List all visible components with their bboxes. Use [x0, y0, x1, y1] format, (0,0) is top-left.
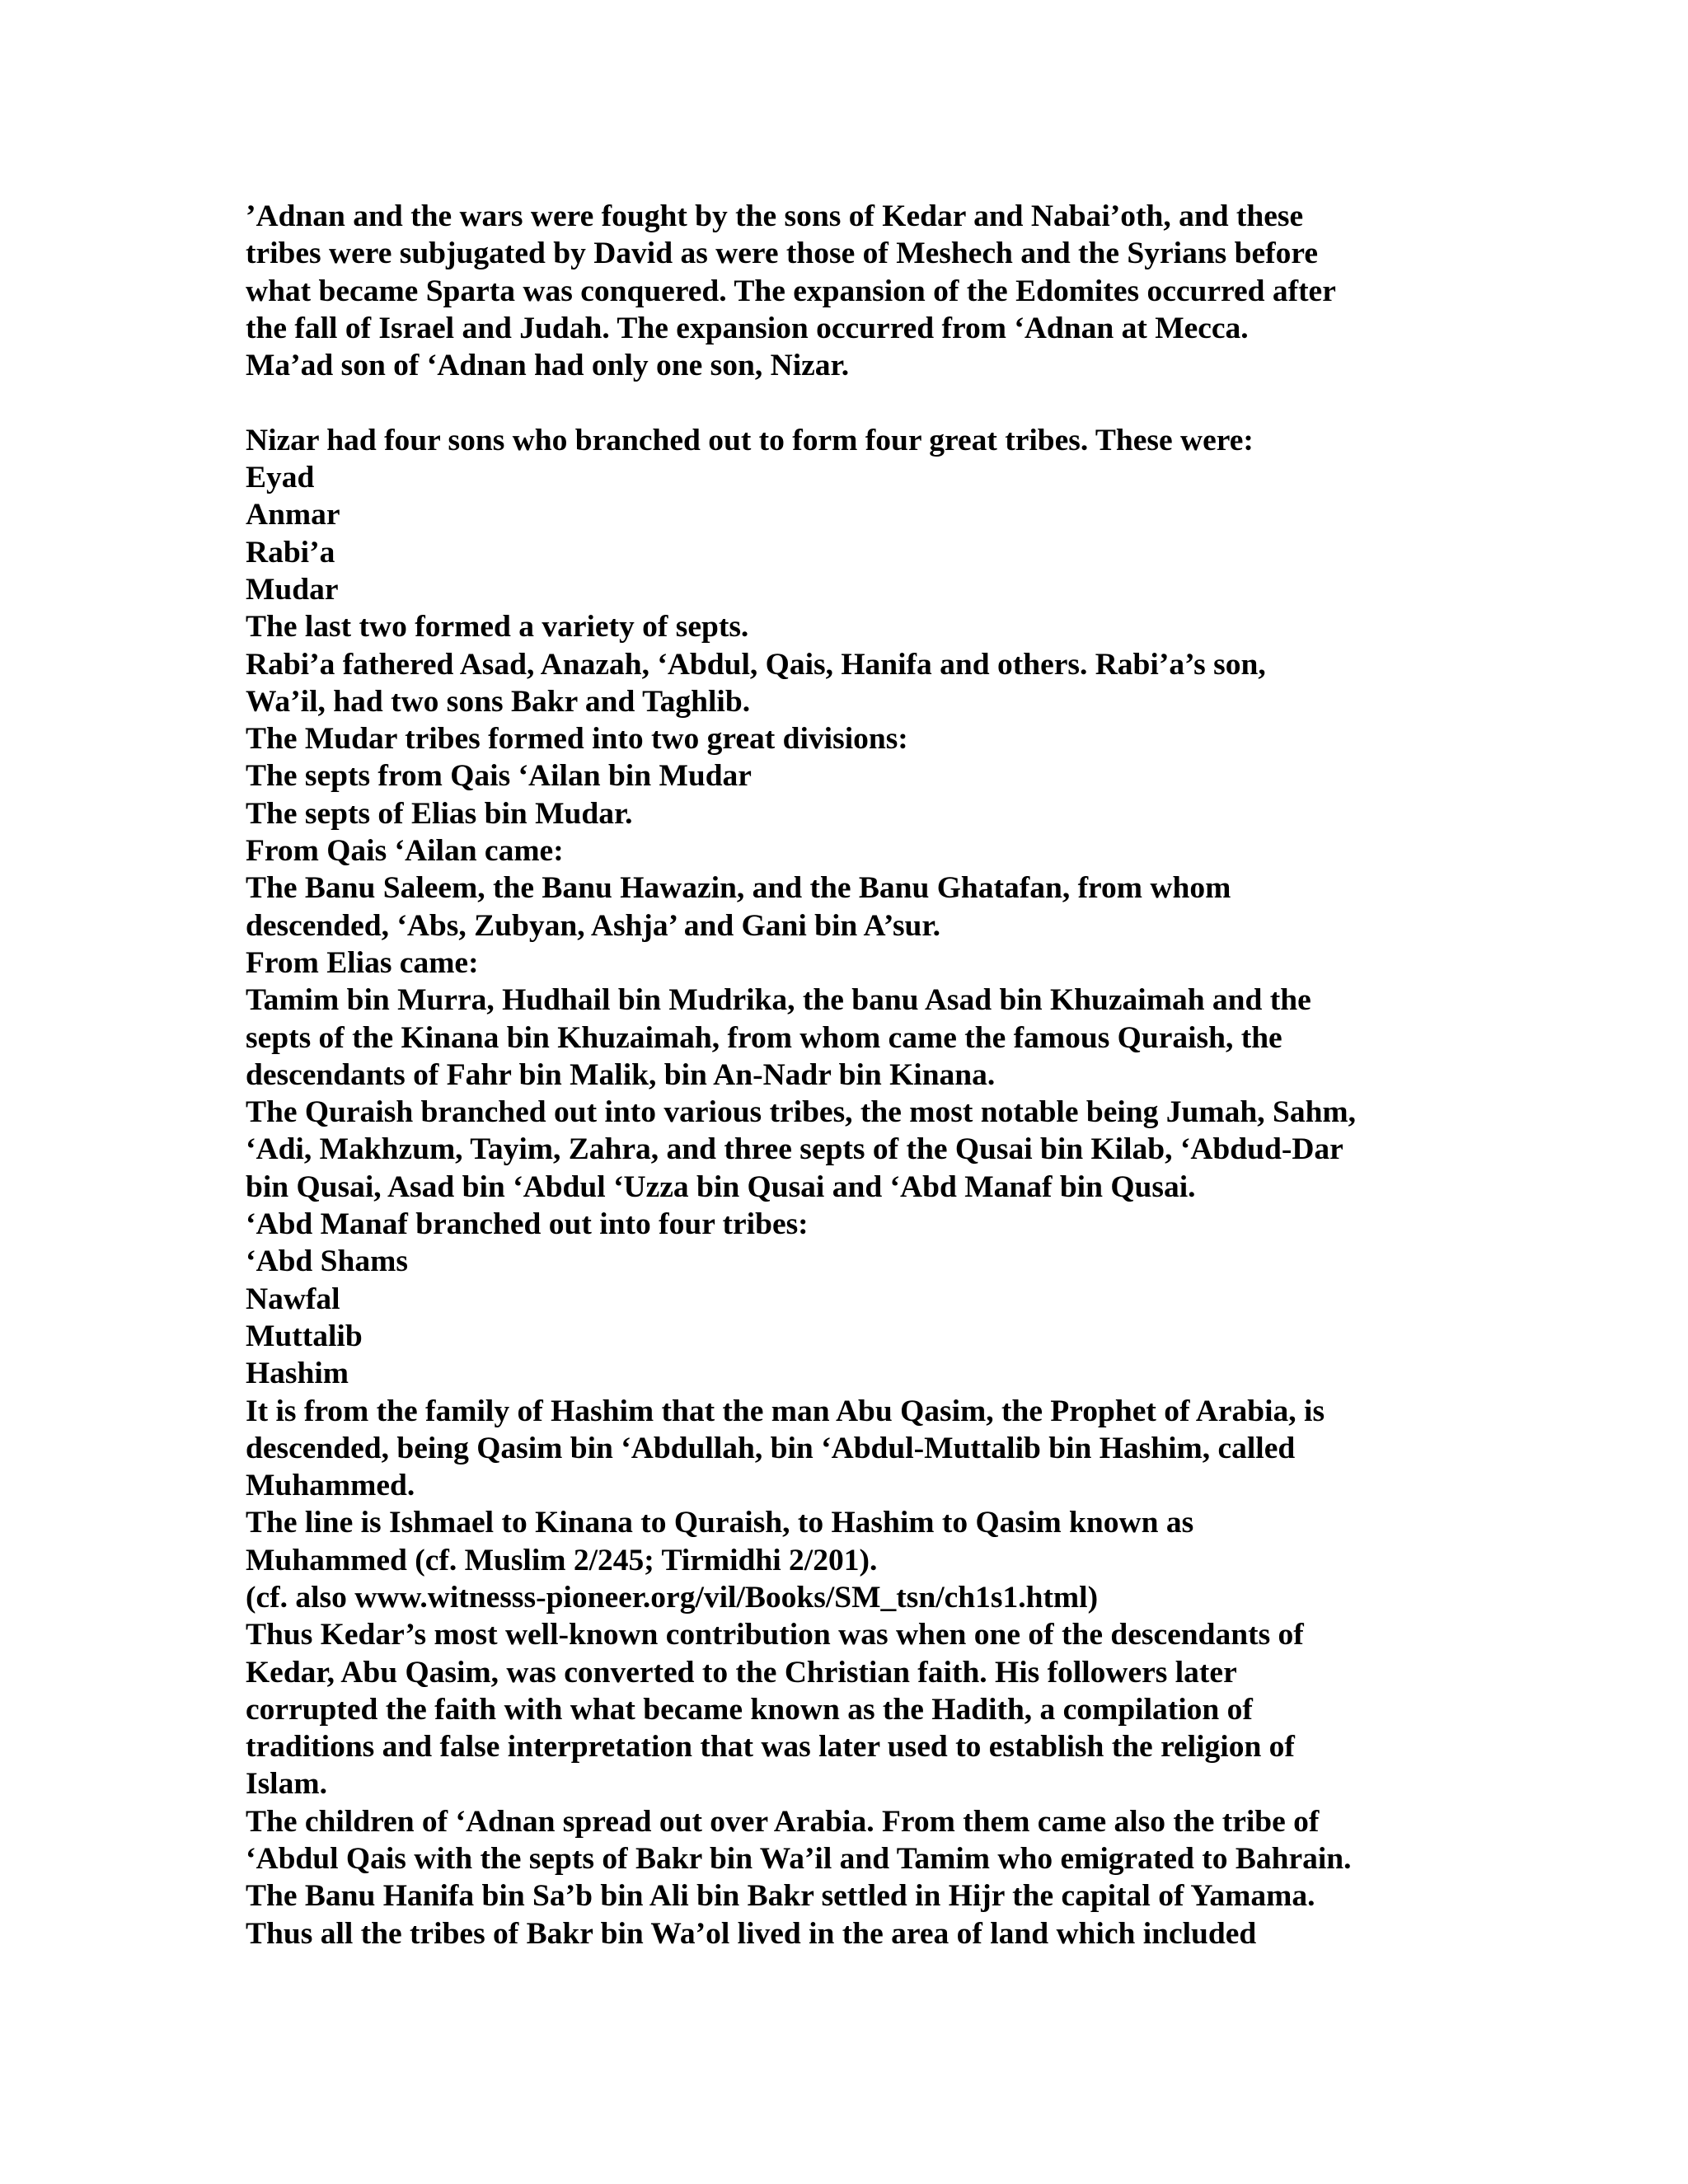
text-line: The Mudar tribes formed into two great divisions: [246, 722, 908, 757]
text-line: Nawfal [246, 1282, 340, 1316]
text-line: Muhammed. [246, 1469, 415, 1503]
text-line: septs of the Kinana bin Khuzaimah, from whom came the famous Quraish, the [246, 1020, 1282, 1055]
text-line: Nizar had four sons who branched out to form four great tribes. These were: [246, 423, 1254, 457]
text-line: Anmar [246, 498, 340, 532]
text-line: the fall of Israel and Judah. The expansion occurred from ‘Adnan at Mecca. [246, 311, 1249, 345]
text-line: Islam. [246, 1767, 327, 1802]
text-line: (cf. also www.witnesss-pioneer.org/vil/Books/SM_tsn/ch1s1.html) [246, 1580, 1099, 1615]
text-line: descended, being Qasim bin ‘Abdullah, bin ‘Abdul-Muttalib bin Hashim, called [246, 1431, 1296, 1465]
text-line: Ma’ad son of ‘Adnan had only one son, Nizar. [246, 349, 850, 383]
document-text-body [246, 198, 1531, 1952]
text-line: Wa’il, had two sons Bakr and Taghlib. [246, 684, 751, 719]
text-line: tribes were subjugated by David as were those of Meshech and the Syrians before [246, 237, 1319, 271]
text-line: The septs from Qais ‘Ailan bin Mudar [246, 759, 752, 794]
text-line: ’Adnan and the wars were fought by the sons of Kedar and Nabai’oth, and these [246, 199, 1304, 233]
text-line: ‘Adi, Makhzum, Tayim, Zahra, and three septs of the Qusai bin Kilab, ‘Abdud-Dar [246, 1132, 1343, 1167]
text-line: Tamim bin Murra, Hudhail bin Mudrika, the banu Asad bin Khuzaimah and the [246, 983, 1311, 1018]
text-line: corrupted the faith with what became known as the Hadith, a compilation of [246, 1692, 1253, 1727]
text-line: Thus all the tribes of Bakr bin Wa’ol lived in the area of land which included [246, 1916, 1257, 1951]
text-line: traditions and false interpretation that was later used to establish the religion of [246, 1730, 1295, 1765]
text-line: It is from the family of Hashim that the man Abu Qasim, the Prophet of Arabia, is [246, 1394, 1325, 1428]
text-line: ‘Abd Shams [246, 1244, 408, 1279]
text-line: descended, ‘Abs, Zubyan, Ashja’ and Gani bin A’sur. [246, 908, 940, 943]
text-line: Muhammed (cf. Muslim 2/245; Tirmidhi 2/201). [246, 1543, 878, 1577]
text-line: Rabi’a fathered Asad, Anazah, ‘Abdul, Qais, Hanifa and others. Rabi’a’s son, [246, 647, 1266, 682]
text-line: The Quraish branched out into various tribes, the most notable being Jumah, Sahm, [246, 1095, 1357, 1130]
text-line: From Qais ‘Ailan came: [246, 834, 564, 869]
text-line: The last two formed a variety of septs. [246, 610, 749, 644]
text-line: ‘Abd Manaf branched out into four tribes: [246, 1207, 809, 1242]
text-line: bin Qusai, Asad bin ‘Abdul ‘Uzza bin Qusai and ‘Abd Manaf bin Qusai. [246, 1169, 1196, 1204]
text-line: what became Sparta was conquered. The expansion of the Edomites occurred after [246, 274, 1336, 308]
text-line: Mudar [246, 572, 339, 607]
text-line: The septs of Elias bin Mudar. [246, 796, 633, 831]
text-line: Eyad [246, 461, 315, 495]
paragraph-break [246, 384, 1531, 421]
text-line: Rabi’a [246, 535, 335, 569]
text-line: Thus Kedar’s most well-known contribution was when one of the descendants of [246, 1618, 1304, 1652]
text-line: Muttalib [246, 1319, 363, 1353]
text-line: The Banu Saleem, the Banu Hawazin, and the Banu Ghatafan, from whom [246, 871, 1231, 906]
text-line: From Elias came: [246, 945, 479, 980]
text-line: Hashim [246, 1357, 349, 1391]
text-line: The line is Ishmael to Kinana to Quraish, to Hashim to Qasim known as [246, 1506, 1194, 1540]
text-line: descendants of Fahr bin Malik, bin An-Nadr bin Kinana. [246, 1057, 996, 1092]
text-line: ‘Abdul Qais with the septs of Bakr bin Wa’il and Tamim who emigrated to Bahrain. [246, 1842, 1352, 1877]
text-line: The children of ‘Adnan spread out over Arabia. From them came also the tribe of [246, 1804, 1320, 1839]
text-line: Kedar, Abu Qasim, was converted to the Christian faith. His followers later [246, 1655, 1237, 1690]
text-line: The Banu Hanifa bin Sa’b bin Ali bin Bakr settled in Hijr the capital of Yamama. [246, 1879, 1315, 1914]
